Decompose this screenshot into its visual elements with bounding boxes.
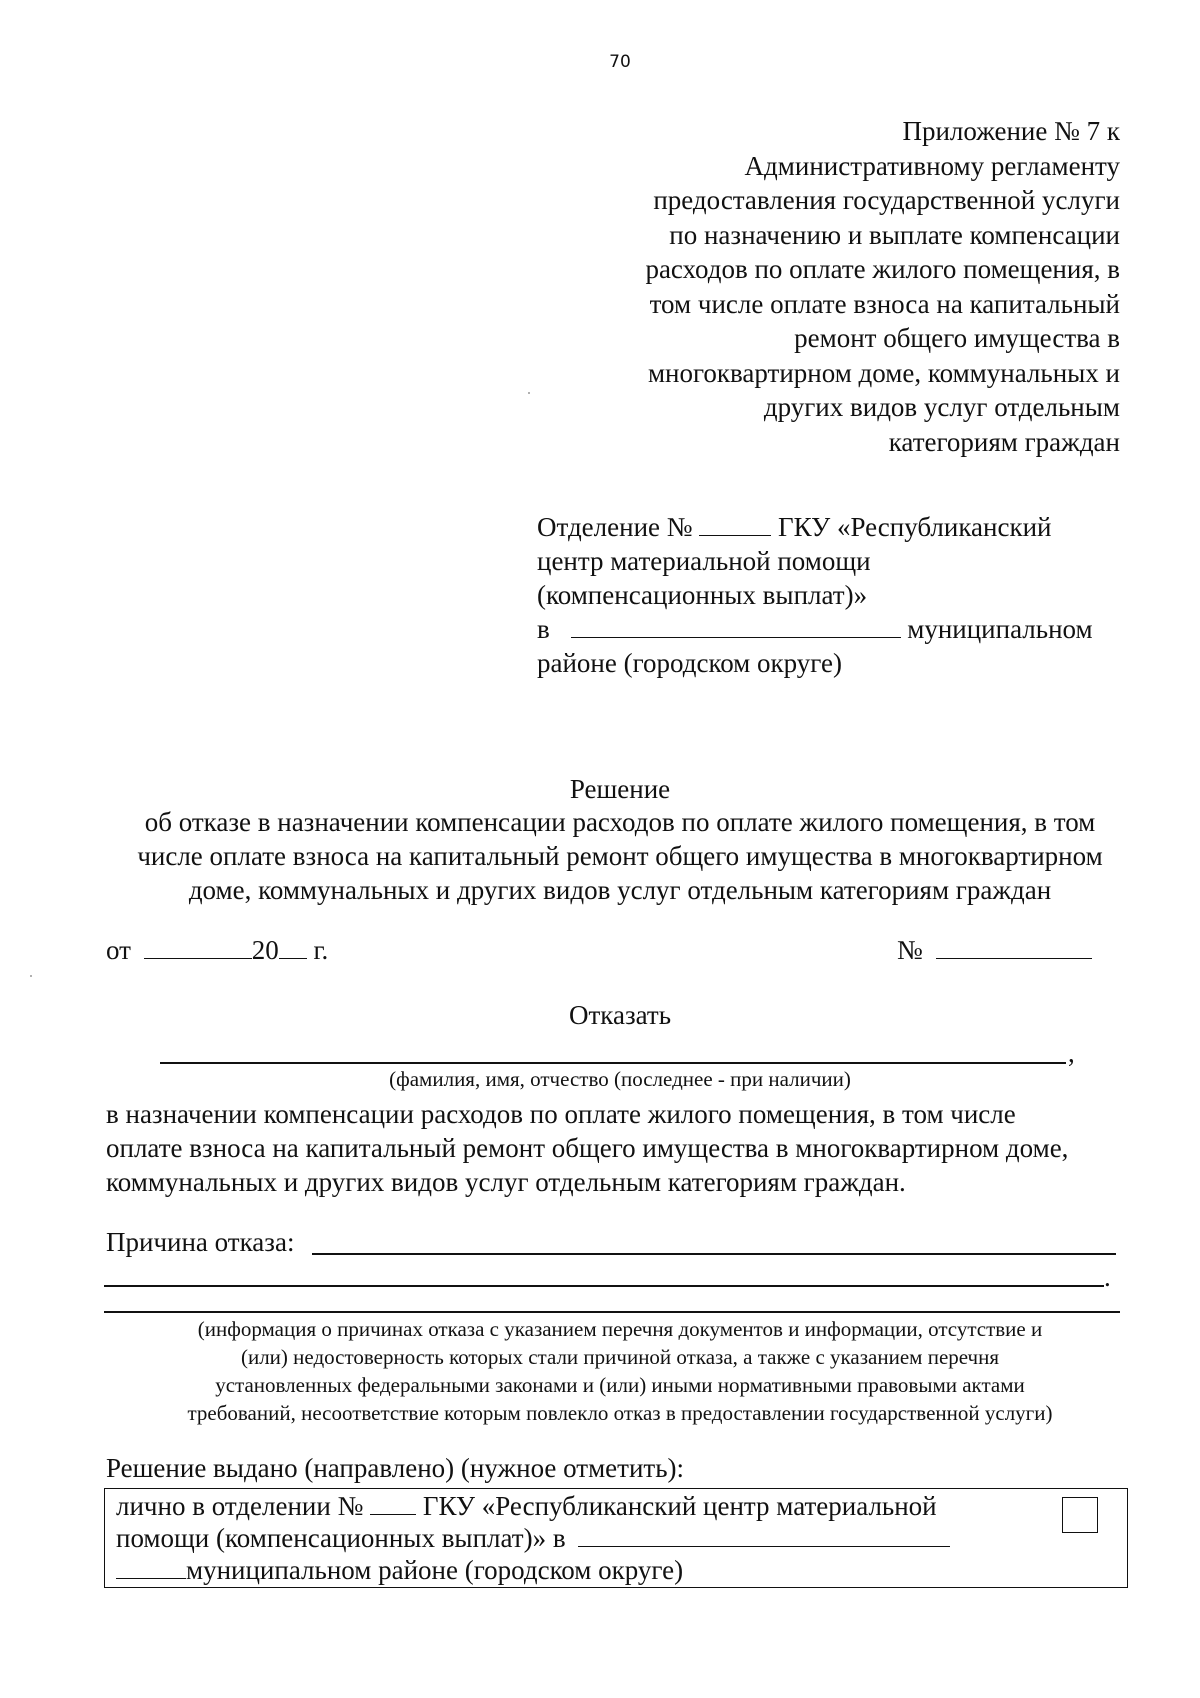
department-org-name: ГКУ «Республиканский — [778, 512, 1052, 542]
fio-comma: , — [1068, 1038, 1075, 1068]
department-line: центр материальной помощи — [537, 546, 871, 576]
municipal-district-field[interactable] — [571, 615, 901, 638]
option-dept-number-field[interactable] — [370, 1492, 416, 1515]
date-field[interactable] — [144, 936, 252, 959]
appendix-line: ремонт общего имущества в — [794, 323, 1120, 353]
decision-subtitle — [100, 805, 1140, 907]
paragraph-line: коммунальных и других видов услуг отдельным категориям граждан. — [106, 1167, 906, 1197]
refuse-label: Отказать — [568, 1000, 672, 1030]
option-district-field[interactable] — [578, 1524, 950, 1547]
department-number-field[interactable] — [699, 513, 771, 536]
decision-subtitle-line: числе оплате взноса на капитальный ремонт общего имущества в многоквартирном — [137, 841, 1103, 871]
fio-field[interactable] — [160, 1062, 1066, 1064]
issue-option-text — [116, 1490, 950, 1586]
year-suffix: г. — [313, 935, 329, 965]
decision-subtitle-line: доме, коммунальных и других видов услуг отдельным категориям граждан — [188, 875, 1052, 905]
scan-speck — [528, 392, 530, 394]
refusal-paragraph — [106, 1097, 1130, 1199]
info-caption-line: установленных федеральными законами и (или) иными нормативными правовыми актами — [215, 1373, 1025, 1397]
info-caption-line: требований, несоответствие которым повлекло отказ в предоставлении государственной услуги) — [187, 1401, 1053, 1425]
option-municipal-label: муниципальном районе (городском округе) — [186, 1555, 684, 1585]
paragraph-line: в назначении компенсации расходов по оплате жилого помещения, в том числе — [106, 1099, 1016, 1129]
reason-field-line-3[interactable] — [104, 1311, 1120, 1313]
appendix-line: Административному регламенту — [744, 150, 1120, 181]
reason-end-mark: . — [1104, 1262, 1111, 1292]
page-number: 70 — [609, 52, 631, 72]
document-number-row — [897, 935, 1092, 966]
document-number-label: № — [897, 935, 923, 965]
appendix-line: других видов услуг отдельным — [763, 392, 1120, 422]
reason-field-line-1[interactable] — [312, 1253, 1116, 1255]
department-in-label: в — [537, 614, 550, 644]
department-line: районе (городском округе) — [537, 648, 842, 678]
issued-in-person-checkbox[interactable] — [1062, 1497, 1098, 1533]
department-line: (компенсационных выплат)» — [537, 580, 868, 610]
info-caption-line: (информация о причинах отказа с указанием перечня документов и информации, отсутствие и — [197, 1317, 1043, 1341]
department-municipal-label: муниципальном — [907, 614, 1093, 644]
appendix-line: многоквартирном доме, коммунальных и — [647, 357, 1120, 388]
appendix-line: по назначению и выплате компенсации — [669, 219, 1120, 250]
option-line2-label: помощи (компенсационных выплат)» в — [116, 1523, 566, 1553]
appendix-line: предоставления государственной услуги — [653, 185, 1120, 215]
reason-info-caption — [100, 1315, 1140, 1427]
year-field[interactable] — [279, 936, 307, 959]
info-caption-line: (или) недостоверность которых стали причиной отказа, а также с указанием перечня — [240, 1345, 1000, 1369]
document-number-field[interactable] — [936, 936, 1092, 959]
appendix-line: Приложение № 7 к — [902, 116, 1120, 146]
date-row — [106, 935, 328, 966]
appendix-line: категориям граждан — [888, 426, 1120, 457]
option-district-field-2[interactable] — [116, 1556, 186, 1579]
appendix-line: расходов по оплате жилого помещения, в — [645, 254, 1120, 284]
paragraph-line: оплате взноса на капитальный ремонт общего имущества в многоквартирном доме, — [106, 1133, 1069, 1163]
year-prefix: 20 — [251, 935, 279, 965]
reason-label: Причина отказа: — [106, 1227, 295, 1257]
fio-caption: (фамилия, имя, отчество (последнее - при наличии) — [389, 1067, 851, 1091]
reason-field-line-2[interactable] — [104, 1285, 1104, 1287]
date-prefix: от — [106, 935, 131, 965]
appendix-header — [560, 114, 1120, 459]
decision-subtitle-line: об отказе в назначении компенсации расходов по оплате жилого помещения, в том — [144, 807, 1096, 837]
appendix-line: том числе оплате взноса на капитальный — [649, 288, 1120, 319]
department-block — [537, 510, 1093, 680]
department-number-label: Отделение № — [537, 512, 693, 542]
decision-title: Решение — [569, 774, 671, 804]
scan-speck — [30, 975, 32, 977]
option-dept-label: лично в отделении № — [116, 1491, 364, 1521]
option-org-name: ГКУ «Республиканский центр материальной — [422, 1491, 937, 1521]
issued-label: Решение выдано (направлено) (нужное отметить): — [106, 1453, 685, 1483]
